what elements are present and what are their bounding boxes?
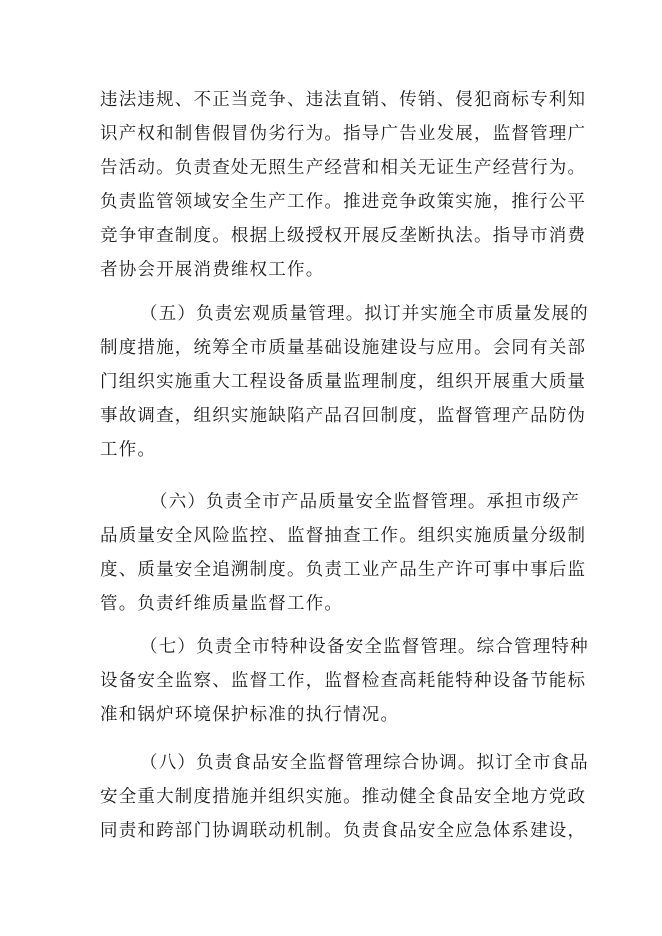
paragraph-4 (100, 630, 589, 732)
text-line: （七）负责全市特种设备安全监督管理。综合管理特种 (140, 637, 589, 657)
text-line: 违法违规、不正当竞争、违法直销、传销、侵犯商标专利知 (100, 90, 587, 110)
text-line: 工作。 (100, 440, 157, 460)
text-line: （八）负责食品安全监督管理综合协调。拟订全市食品 (140, 753, 589, 773)
text-line: 制度措施，统筹全市质量基础设施建设与应用。会同有关部 (100, 338, 587, 358)
text-line: 告活动。负责查处无照生产经营和相关无证生产经营行为。 (100, 158, 587, 178)
paragraph-2 (100, 297, 589, 467)
text-line: 事故调查，组织实施缺陷产品召回制度，监督管理产品防伪 (100, 406, 587, 426)
text-line: （六）负责全市产品质量安全监督管理。承担市级产 (150, 492, 581, 512)
text-line: 管。负责纤维质量监督工作。 (100, 594, 344, 614)
text-line: 门组织实施重大工程设备质量监理制度，组织开展重大质量 (100, 372, 587, 392)
text-line: 负责监管领域安全生产工作。推进竞争政策实施，推行公平 (100, 192, 587, 212)
text-line: 同责和跨部门协调联动机制。负责食品安全应急体系建设， (100, 821, 587, 841)
text-line: 品质量安全风险监控、监督抽查工作。组织实施质量分级制 (100, 526, 587, 546)
text-line: 度、质量安全追溯制度。负责工业产品生产许可事中事后监 (100, 560, 587, 580)
text-line: 设备安全监察、监督工作，监督检查高耗能特种设备节能标 (100, 671, 587, 691)
text-line: 安全重大制度措施并组织实施。推动健全食品安全地方党政 (100, 787, 587, 807)
text-line: 识产权和制售假冒伪劣行为。指导广告业发展，监督管理广 (100, 124, 587, 144)
paragraph-5 (100, 746, 589, 848)
text-line: 竞争审查制度。根据上级授权开展反垄断执法。指导市消费 (100, 226, 587, 246)
text-line: （五）负责宏观质量管理。拟订并实施全市质量发展的 (140, 304, 589, 324)
paragraph-3 (100, 485, 587, 621)
text-line: 准和锅炉环境保护标准的执行情况。 (100, 705, 400, 725)
paragraph-1 (100, 83, 587, 287)
text-line: 者协会开展消费维权工作。 (100, 260, 325, 280)
